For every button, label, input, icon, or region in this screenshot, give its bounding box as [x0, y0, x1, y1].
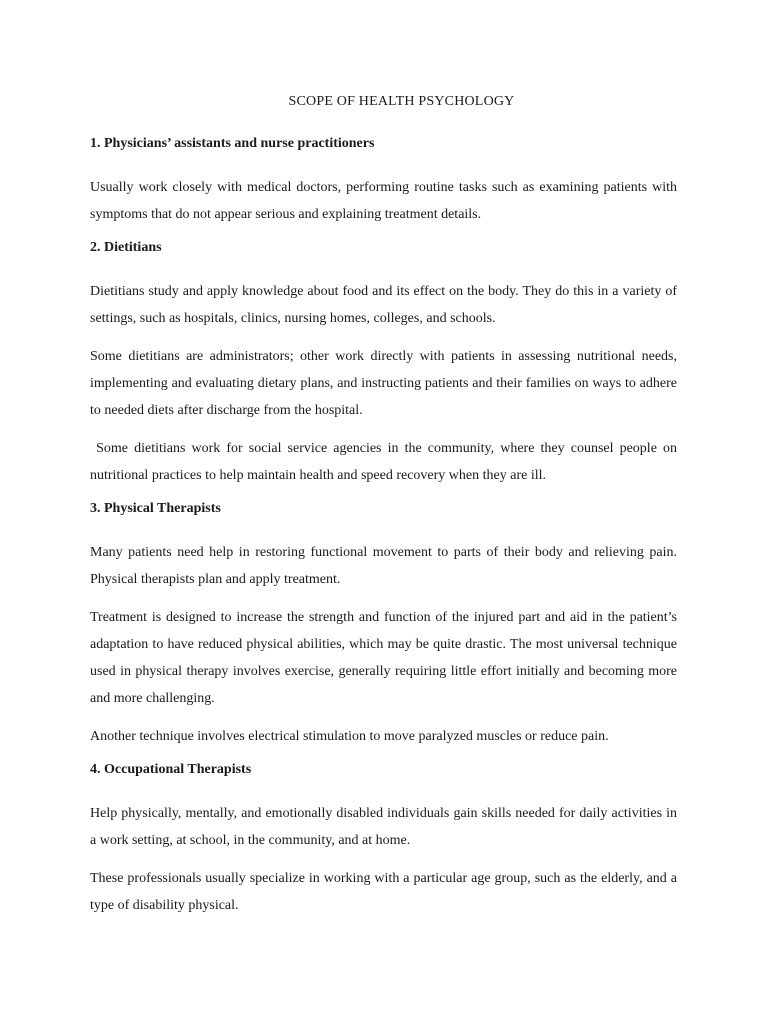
- document-title: SCOPE OF HEALTH PSYCHOLOGY: [288, 94, 515, 109]
- paragraph: Usually work closely with medical doctors, performing routine tasks such as examining patients with symptoms that do not appear serious and explaining treatment details.: [90, 180, 677, 222]
- section-occupational-therapists: [90, 762, 677, 919]
- paragraph: Help physically, mentally, and emotionally disabled individuals gain skills needed for daily activities in a work setting, at school, in the community, and at home.: [90, 806, 677, 848]
- section-heading: 2. Dietitians: [90, 240, 162, 255]
- section-heading: 4. Occupational Therapists: [90, 762, 252, 777]
- paragraph: Many patients need help in restoring functional movement to parts of their body and relieving pain. Physical therapists plan and apply treatment.: [90, 545, 677, 587]
- paragraph: These professionals usually specialize in working with a particular age group, such as the elderly, and a type of disability physical.: [90, 871, 677, 913]
- section-dietitians: [90, 240, 677, 489]
- section-physical-therapists: [90, 501, 677, 750]
- section-physicians-assistants: [90, 136, 677, 228]
- paragraph: Some dietitians work for social service agencies in the community, where they counsel people on nutritional practices to help maintain health and speed recovery when they are ill.: [90, 441, 678, 483]
- paragraph: Dietitians study and apply knowledge about food and its effect on the body. They do this in a variety of settings, such as hospitals, clinics, nursing homes, colleges, and schools.: [90, 284, 677, 326]
- section-heading: 1. Physicians’ assistants and nurse practitioners: [90, 136, 375, 151]
- document-page: [90, 94, 677, 930]
- paragraph: Treatment is designed to increase the strength and function of the injured part and aid in the patient’s adaptation to have reduced physical abilities, which may be quite drastic. The most universal technique used in physical therapy involves exercise, generally requiring little effort initially and becoming more and more challenging.: [90, 610, 677, 706]
- paragraph: Some dietitians are administrators; other work directly with patients in assessing nutritional needs, implementing and evaluating dietary plans, and instructing patients and their families on ways to adhere to needed diets after discharge from the hospital.: [90, 349, 677, 418]
- section-heading: 3. Physical Therapists: [90, 501, 221, 516]
- paragraph: Another technique involves electrical stimulation to move paralyzed muscles or reduce pain.: [90, 729, 609, 744]
